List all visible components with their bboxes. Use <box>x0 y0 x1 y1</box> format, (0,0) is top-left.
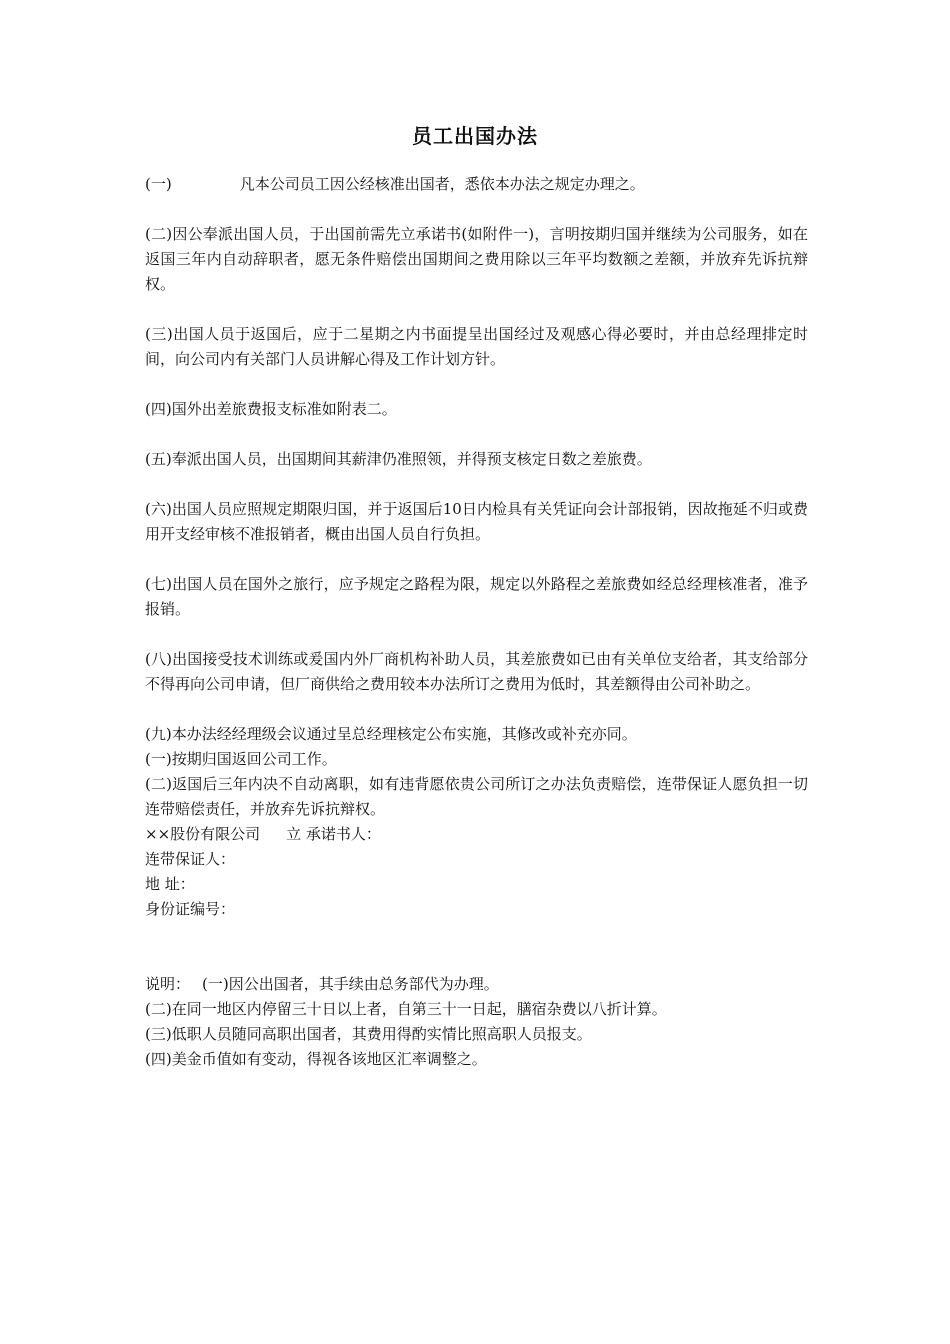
article-number: (一) <box>145 175 172 193</box>
article-text: 奉派出国人员，出国期间其薪津仍准照领，并得预支核定日数之差旅费。 <box>171 450 652 468</box>
article-3 <box>145 322 808 372</box>
article-number: (八) <box>145 650 172 668</box>
article-4 <box>145 397 808 422</box>
note-item: (二)在同一地区内停留三十日以上者，自第三十一日起，膳宿杂费以八折计算。 <box>145 1000 667 1018</box>
address-label: 地 址： <box>145 875 195 893</box>
article-number: (七) <box>145 575 172 593</box>
article-1 <box>145 172 808 197</box>
article-text: 出国人员应照规定期限归国，并于返国后10日内检具有关凭证向会计部报销，因故拖延不归或费用开支经审核不准报销者，概由出国人员自行负担。 <box>145 500 808 543</box>
article-number: (二) <box>145 225 173 243</box>
article-text: 凡本公司员工因公经核准出国者，悉依本办法之规定办理之。 <box>239 175 645 193</box>
article-text: 因公奉派出国人员，于出国前需先立承诺书(如附件一)，言明按期归国并继续为公司服务，如在返国三年内自动辞职者，愿无条件赔偿出国期间之费用除以三年平均数额之差额，并放弃先诉抗辩权。 <box>145 225 808 293</box>
article-6 <box>145 497 808 547</box>
article-number: (六) <box>145 500 172 518</box>
article-number: (四) <box>145 400 172 418</box>
article-text: 出国人员在国外之旅行，应予规定之路程为限，规定以外路程之差旅费如经总经理核准者，准予报销。 <box>145 575 808 618</box>
article-9 <box>145 722 808 747</box>
guarantor-label: 连带保证人： <box>145 850 236 868</box>
notes-label: 说明： <box>145 975 191 993</box>
notes-line-1 <box>145 972 808 997</box>
article-text: 本办法经经理级会议通过呈总经理核定公布实施，其修改或补充亦同。 <box>171 725 637 743</box>
article-8 <box>145 647 808 697</box>
signer-label: 立 承诺书人： <box>286 825 381 843</box>
note-item: (三)低职人员随同高职出国者，其费用得酌实情比照高职人员报支。 <box>145 1025 592 1043</box>
note-item: (四)美金币值如有变动，得视各该地区汇率调整之。 <box>145 1050 487 1068</box>
article-2 <box>145 222 808 297</box>
article-7 <box>145 572 808 622</box>
article-text: 国外出差旅费报支标准如附表二。 <box>171 400 397 418</box>
company-name: ××股份有限公司 <box>145 825 261 843</box>
commitment-item-2: (二)返国后三年内决不自动离职，如有违背愿依贵公司所订之办法负责赔偿，连带保证人愿负担一切连带赔偿责任，并放弃先诉抗辩权。 <box>145 775 808 818</box>
document-body <box>145 172 808 1072</box>
note-item: (一)因公出国者，其手续由总务部代为办理。 <box>202 975 499 993</box>
article-text: 出国接受技术训练或爰国内外厂商机构补助人员，其差旅费如已由有关单位支给者，其支给部分不得再向公司申请，但厂商供给之费用较本办法所订之费用为低时，其差额得由公司补助之。 <box>145 650 808 693</box>
signature-line <box>145 822 808 847</box>
article-number: (五) <box>145 450 172 468</box>
id-number-label: 身份证编号： <box>145 900 236 918</box>
article-5 <box>145 447 808 472</box>
document-title: 员工出国办法 <box>412 124 538 148</box>
article-number: (三) <box>145 325 173 343</box>
article-number: (九) <box>145 725 172 743</box>
commitment-item-1: (一)按期归国返回公司工作。 <box>145 750 337 768</box>
article-text: 出国人员于返国后，应于二星期之内书面提呈出国经过及观感心得必要时，并由总经理排定时间，向公司内有关部门人员讲解心得及工作计划方针。 <box>145 325 808 368</box>
